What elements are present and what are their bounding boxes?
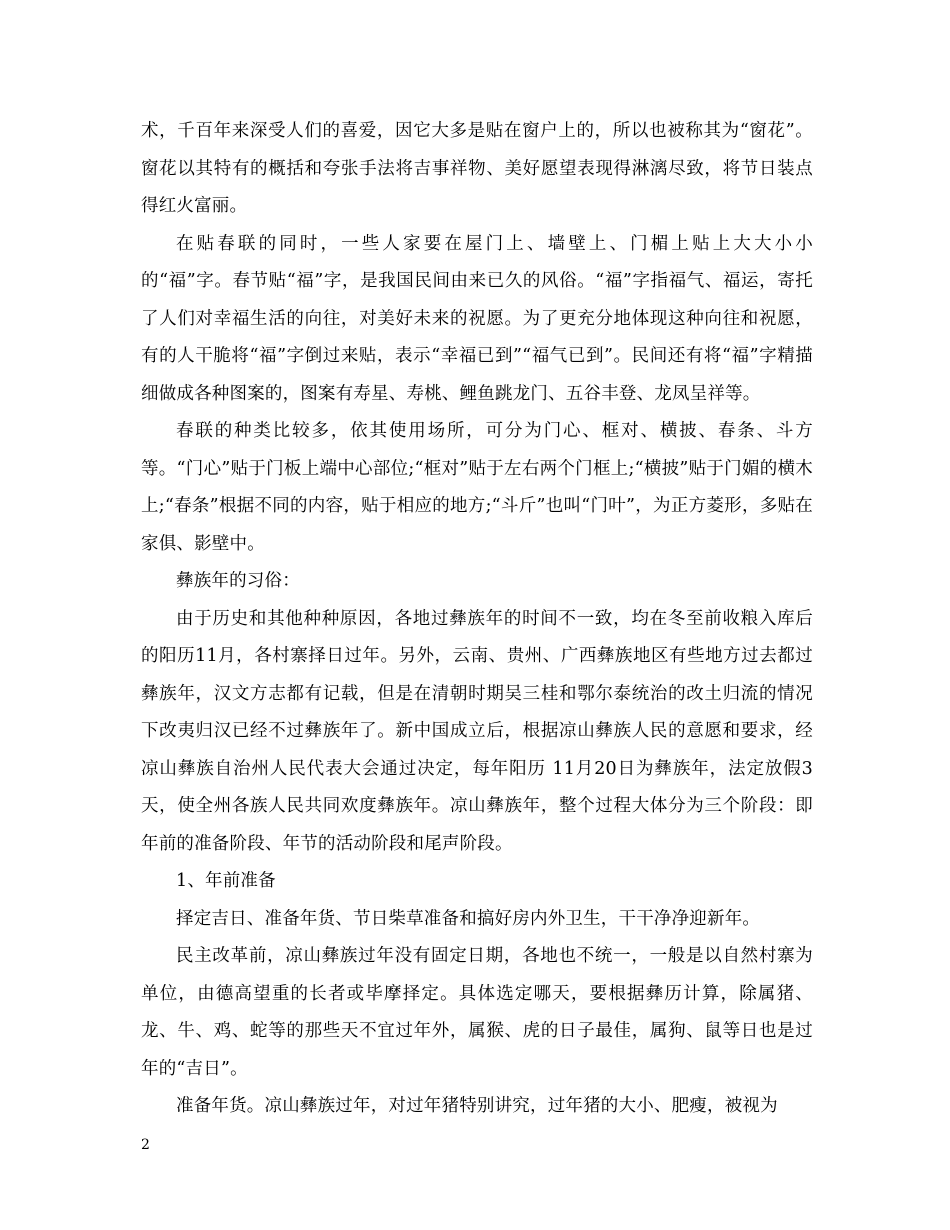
paragraph-7: 择定吉日、准备年货、节日柴草准备和搞好房内外卫生，干干净净迎新年。	[176, 908, 761, 929]
paragraph-3: 春联的种类比较多，依其使用场所，可分为门心、框对、横披、春条、斗方等。“门心”贴于门板上端中心部位;“框对”贴于左右两个门框上;“横披”贴于门媚的横木上;“春条”根据不同的内容，贴于相应的地方;“斗斤”也叫“门叶”，为正方菱形，多贴在家俱、影壁中。	[141, 421, 813, 554]
page-number: 2	[141, 1137, 150, 1153]
paragraph-5: 由于历史和其他种种原因，各地过彝族年的时间不一致，均在冬至前收粮入库后的阳历11月，各村寨择日过年。另外，云南、贵州、广西彝族地区有些地方过去都过彝族年，汉文方志都有记载，但是在清朝时期吴三桂和鄂尔泰统治的改土归流的情况下改夷归汉已经不过彝族年了。新中国成立后，根据凉山彝族人民的意愿和要求，经凉山彝族自治州人民代表大会通过决定，每年阳历 11月20日为彝族年，法定放假3天，使全州各族人民共同欢度彝族年。凉山彝族年，整个过程大体分为三个阶段：即年前的准备阶段、年节的活动阶段和尾声阶段。	[141, 608, 813, 854]
paragraph-6: 1、年前准备	[176, 871, 276, 891]
body-text	[141, 113, 813, 1126]
paragraph-1: 术，千百年来深受人们的喜爱，因它大多是贴在窗户上的，所以也被称其为“窗花”。窗花以其特有的概括和夸张手法将吉事祥物、美好愿望表现得淋漓尽致，将节日装点得红火富丽。	[141, 121, 813, 216]
paragraph-8: 民主改革前，凉山彝族过年没有固定日期，各地也不统一，一般是以自然村寨为单位，由德高望重的长者或毕摩择定。具体选定哪天，要根据彝历计算，除属猪、龙、牛、鸡、蛇等的那些天不宜过年外，属猴、虎的日子最佳，属狗、鼠等日也是过年的“吉日”。	[141, 946, 813, 1079]
paragraph-9: 准备年货。凉山彝族过年，对过年猪特别讲究，过年猪的大小、肥瘦，被视为	[176, 1096, 778, 1116]
paragraph-4: 彝族年的习俗：	[176, 571, 300, 591]
paragraph-2: 在贴春联的同时，一些人家要在屋门上、墙壁上、门楣上贴上大大小小的“福”字。春节贴“福”字，是我国民间由来已久的风俗。“福”字指福气、福运，寄托了人们对幸福生活的向往，对美好未来的祝愿。为了更充分地体现这种向往和祝愿，有的人干脆将“福”字倒过来贴，表示“幸福已到”“福气已到”。民间还有将“福”字精描细做成各种图案的，图案有寿星、寿桃、鲤鱼跳龙门、五谷丰登、龙凤呈祥等。	[141, 233, 813, 404]
